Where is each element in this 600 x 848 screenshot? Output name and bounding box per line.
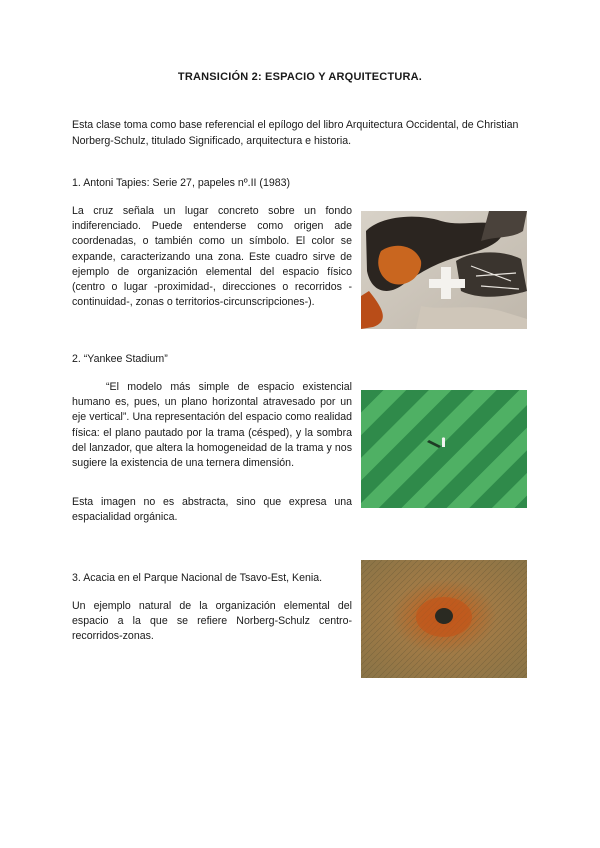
intro-paragraph: Esta clase toma como base referencial el epílogo del libro Arquitectura Occidental, de Christian Norberg-Schulz, titulado Significado, arquitectura e historia. bbox=[72, 119, 519, 147]
acacia-aerial-image bbox=[361, 560, 527, 678]
tapies-painting-image bbox=[361, 211, 527, 329]
section-2-paragraph: Esta imagen no es abstracta, sino que expresa una espacialidad orgánica. bbox=[72, 496, 352, 524]
section-2-heading: 2. “Yankee Stadium” bbox=[72, 353, 168, 365]
section-3-heading: 3. Acacia en el Parque Nacional de Tsavo-Est, Kenia. bbox=[72, 572, 323, 584]
section-3-paragraph: Un ejemplo natural de la organización elemental del espacio a la que se refiere Norberg-Schulz centro-recorridos-zonas. bbox=[72, 600, 352, 643]
stadium-grass-image bbox=[361, 390, 527, 508]
section-2-quote-paragraph: “El modelo más simple de espacio existencial humano es, pues, un plano horizontal atravesado por un eje vertical”. Una representación del espacio como realidad física: el plano pautado por la trama (césped), y la sombra del lanzador, que altera la homogeneidad de la trama y nos sugiere la existencia de una ternera dimensión. bbox=[72, 381, 352, 470]
page-title: TRANSICIÓN 2: ESPACIO Y ARQUITECTURA. bbox=[177, 71, 423, 83]
section-1-heading: 1. Antoni Tapies: Serie 27, papeles nº.II (1983) bbox=[72, 177, 291, 189]
section-1-paragraph: La cruz señala un lugar concreto sobre un fondo indiferenciado. Puede entenderse como origen ade coordenadas, o también como un símbolo. El color se expande, caracterizando una zona. Este cuadro sirve de ejemplo de organización elemental del espacio físico (centro o lugar -proximidad-, direcciones o recorridos -continuidad-, zonas o territorios-circunscripciones-). bbox=[72, 205, 352, 309]
